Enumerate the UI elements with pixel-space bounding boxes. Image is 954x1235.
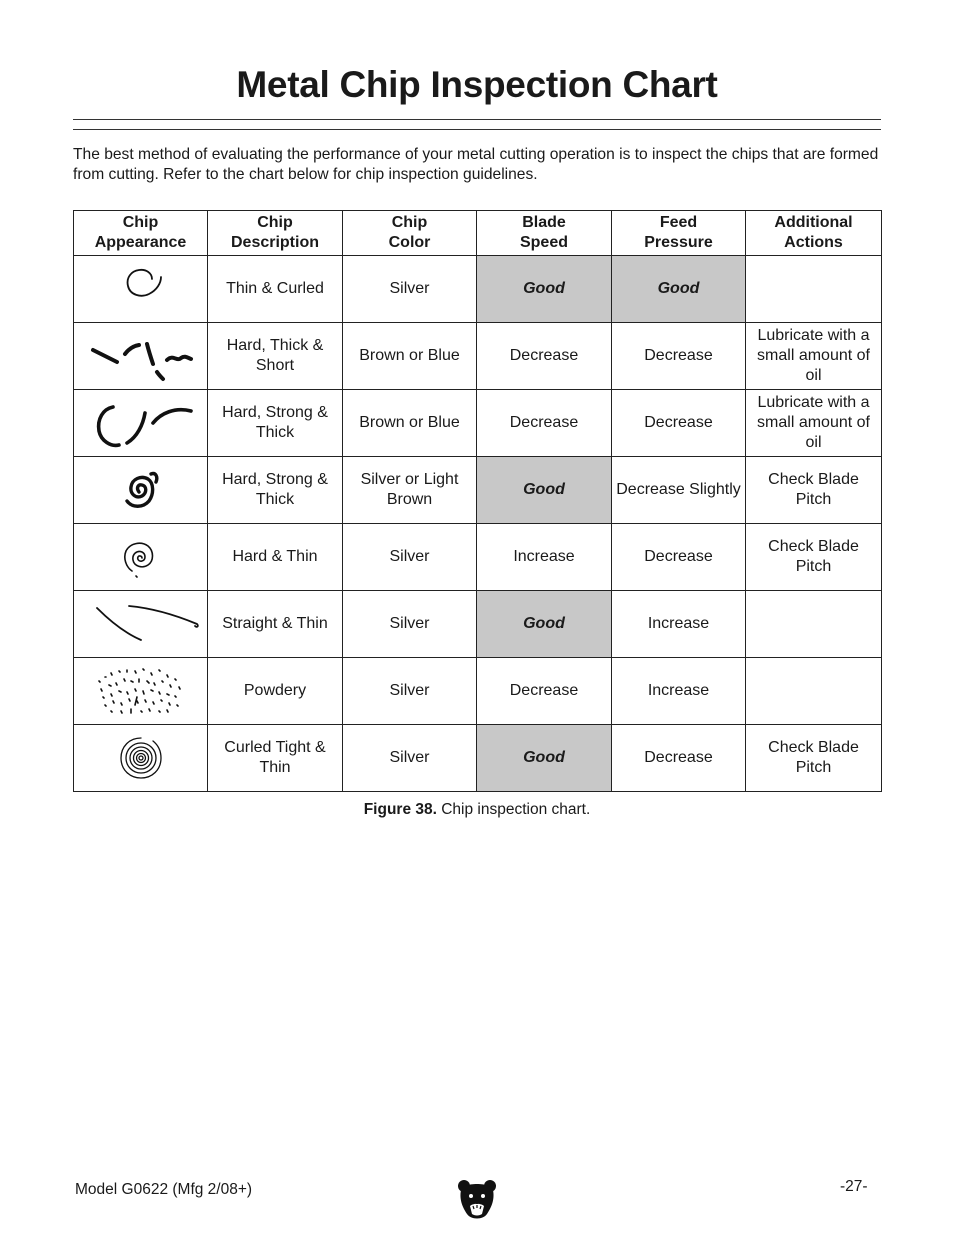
header-chip-appearance: Chip Appearance [74, 211, 208, 256]
cell-feed-pressure: Increase [612, 658, 746, 725]
table-row [74, 323, 882, 390]
cell-additional-actions: Check Blade Pitch [746, 725, 882, 792]
cell-chip-appearance [74, 390, 208, 457]
cell-chip-appearance [74, 457, 208, 524]
page-title: Metal Chip Inspection Chart [236, 64, 718, 105]
cell-additional-actions [746, 658, 882, 725]
page-number: -27- [840, 1178, 868, 1195]
cell-chip-appearance [74, 256, 208, 323]
header-additional-actions: Additional Actions [746, 211, 882, 256]
cell-chip-description: Curled Tight & Thin [208, 725, 343, 792]
cell-blade-speed: Good [477, 457, 612, 524]
cell-chip-color: Silver or Light Brown [343, 457, 477, 524]
cell-blade-speed: Increase [477, 524, 612, 591]
title-rule-top [73, 119, 881, 120]
cell-chip-color: Silver [343, 256, 477, 323]
cell-blade-speed: Decrease [477, 390, 612, 457]
footer-model: Model G0622 (Mfg 2/08+) [75, 1181, 253, 1198]
table-row [74, 524, 882, 591]
cell-feed-pressure: Decrease [612, 725, 746, 792]
cell-feed-pressure: Decrease [612, 524, 746, 591]
cell-additional-actions: Lubricate with a small amount of oil [746, 323, 882, 390]
cell-chip-appearance [74, 591, 208, 658]
cell-chip-description: Powdery [208, 658, 343, 725]
intro-paragraph: The best method of evaluating the performance of your metal cutting operation is to inspect the chips that are formed from cutting. Refer to the chart below for chip inspection guidelines. [73, 146, 879, 183]
hard-thick-short-chip-icon [81, 328, 201, 384]
cell-chip-appearance [74, 658, 208, 725]
cell-chip-description: Hard & Thin [208, 524, 343, 591]
table-row [74, 457, 882, 524]
cell-chip-appearance [74, 524, 208, 591]
table-row [74, 256, 882, 323]
straight-thin-chip-icon [81, 596, 201, 652]
header-chip-description: Chip Description [208, 211, 343, 256]
cell-additional-actions: Check Blade Pitch [746, 457, 882, 524]
header-feed-pressure: Feed Pressure [612, 211, 746, 256]
table-row [74, 725, 882, 792]
cell-feed-pressure: Good [612, 256, 746, 323]
curled-tight-thin-chip-icon [106, 728, 176, 788]
chip-inspection-table [73, 210, 882, 792]
table-row [74, 658, 882, 725]
powdery-chip-icon [91, 661, 191, 721]
tight-coil-chip-icon [106, 462, 176, 518]
header-chip-color: Chip Color [343, 211, 477, 256]
cell-chip-color: Brown or Blue [343, 323, 477, 390]
cell-additional-actions: Check Blade Pitch [746, 524, 882, 591]
cell-feed-pressure: Decrease Slightly [612, 457, 746, 524]
cell-feed-pressure: Increase [612, 591, 746, 658]
figure-label: Figure 38. [363, 801, 437, 818]
cell-additional-actions [746, 256, 882, 323]
cell-blade-speed: Decrease [477, 323, 612, 390]
cell-chip-description: Hard, Thick & Short [208, 323, 343, 390]
cell-chip-appearance [74, 725, 208, 792]
table-row [74, 390, 882, 457]
title-rule-bottom [73, 129, 881, 130]
table-header-row [74, 211, 882, 256]
cell-blade-speed: Good [477, 725, 612, 792]
cell-blade-speed: Decrease [477, 658, 612, 725]
cell-chip-color: Silver [343, 725, 477, 792]
spiral-chip-icon [106, 529, 176, 585]
cell-chip-description: Straight & Thin [208, 591, 343, 658]
figure-text: Chip inspection chart. [441, 801, 591, 818]
cell-chip-color: Silver [343, 524, 477, 591]
cell-chip-color: Silver [343, 658, 477, 725]
cell-additional-actions: Lubricate with a small amount of oil [746, 390, 882, 457]
cell-additional-actions [746, 591, 882, 658]
cell-chip-color: Silver [343, 591, 477, 658]
header-blade-speed: Blade Speed [477, 211, 612, 256]
cell-chip-description: Thin & Curled [208, 256, 343, 323]
table-row [74, 591, 882, 658]
cell-chip-appearance [74, 323, 208, 390]
cell-blade-speed: Good [477, 591, 612, 658]
thin-curled-chip-icon [106, 261, 176, 317]
hard-strong-thick-chip-icon [81, 395, 201, 451]
figure-caption [0, 801, 954, 819]
cell-blade-speed: Good [477, 256, 612, 323]
cell-feed-pressure: Decrease [612, 390, 746, 457]
cell-feed-pressure: Decrease [612, 323, 746, 390]
cell-chip-color: Brown or Blue [343, 390, 477, 457]
cell-chip-description: Hard, Strong & Thick [208, 390, 343, 457]
cell-chip-description: Hard, Strong & Thick [208, 457, 343, 524]
bear-head-logo-icon [457, 1178, 497, 1227]
